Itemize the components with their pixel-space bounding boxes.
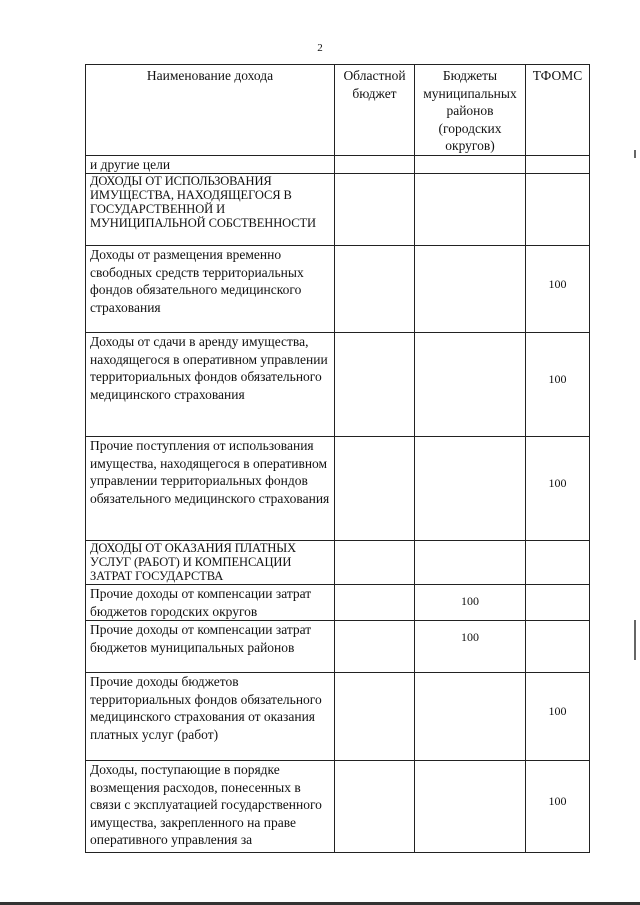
municipal-share-cell [415,174,526,246]
page-number: 2 [317,42,323,54]
header-tfoms: ТФОМС [526,65,590,156]
tfoms-share-cell [526,246,590,333]
municipal-share-value: 100 [461,630,479,644]
tfoms-share-value: 100 [548,277,567,291]
regional-share-cell [335,246,415,333]
table-row [86,155,590,174]
tfoms-share-cell [526,155,590,174]
tfoms-share-cell [526,174,590,246]
header-revenue-name: Наименование дохода [86,65,335,156]
revenue-name-cell: Доходы от сдачи в аренду имущества, находящегося в оперативном управлении территориальных фондов обязательного медицинского страхования [86,333,335,437]
tfoms-share-cell [526,585,590,621]
regional-share-cell [335,673,415,761]
tfoms-share-value: 100 [548,704,567,718]
scan-edge-mark [634,150,636,158]
regional-share-cell [335,621,415,673]
revenue-name-cell: Доходы, поступающие в порядке возмещения расходов, понесенных в связи с эксплуатацией государственного имущества, закрепленного на праве оперативного управления за [86,761,335,853]
table-row [86,174,590,246]
tfoms-share-value: 100 [548,794,567,808]
revenue-name-cell: Доходы от размещения временно свободных средств территориальных фондов обязательного медицинского страхования [86,246,335,333]
section-heading-cell: ДОХОДЫ ОТ ИСПОЛЬЗОВАНИЯ ИМУЩЕСТВА, НАХОДЯЩЕГОСЯ В ГОСУДАРСТВЕННОЙ И МУНИЦИПАЛЬНОЙ СОБСТВЕННОСТИ [86,174,335,246]
table-row [86,761,590,853]
tfoms-share-cell [526,621,590,673]
scan-edge-mark [634,620,636,660]
revenue-name-cell: Прочие доходы от компенсации затрат бюджетов муниципальных районов [86,621,335,673]
revenue-name-cell: Прочие доходы от компенсации затрат бюджетов городских округов [86,585,335,621]
table-row [86,585,590,621]
tfoms-share-cell [526,333,590,437]
regional-share-cell [335,541,415,585]
header-regional-budget: Областной бюджет [335,65,415,156]
municipal-share-cell [415,541,526,585]
municipal-share-value: 100 [461,594,479,608]
municipal-share-cell [415,585,526,621]
regional-share-cell [335,333,415,437]
regional-share-cell [335,761,415,853]
table-row [86,246,590,333]
table-row [86,541,590,585]
table-row [86,673,590,761]
table-header-row [86,65,590,156]
section-heading-cell: ДОХОДЫ ОТ ОКАЗАНИЯ ПЛАТНЫХ УСЛУГ (РАБОТ) И КОМПЕНСАЦИИ ЗАТРАТ ГОСУДАРСТВА [86,541,335,585]
table-row [86,437,590,541]
municipal-share-cell [415,621,526,673]
municipal-share-cell [415,333,526,437]
revenue-name-cell: Прочие поступления от использования имущества, находящегося в оперативном управлении территориальных фондов обязательного медицинского страхования [86,437,335,541]
table-row [86,621,590,673]
table-row [86,333,590,437]
municipal-share-cell [415,246,526,333]
tfoms-share-value: 100 [548,372,567,386]
tfoms-share-cell [526,673,590,761]
municipal-share-cell [415,761,526,853]
header-municipal-budgets: Бюджеты муниципальных районов (городских округов) [415,65,526,156]
tfoms-share-cell [526,437,590,541]
municipal-share-cell [415,673,526,761]
regional-share-cell [335,155,415,174]
revenue-name-cell: и другие цели [86,155,335,174]
tfoms-share-value: 100 [548,476,567,490]
regional-share-cell [335,585,415,621]
regional-share-cell [335,174,415,246]
tfoms-share-cell [526,761,590,853]
municipal-share-cell [415,437,526,541]
municipal-share-cell [415,155,526,174]
revenue-distribution-table [85,64,590,853]
revenue-name-cell: Прочие доходы бюджетов территориальных фондов обязательного медицинского страхования от оказания платных услуг (работ) [86,673,335,761]
regional-share-cell [335,437,415,541]
tfoms-share-cell [526,541,590,585]
